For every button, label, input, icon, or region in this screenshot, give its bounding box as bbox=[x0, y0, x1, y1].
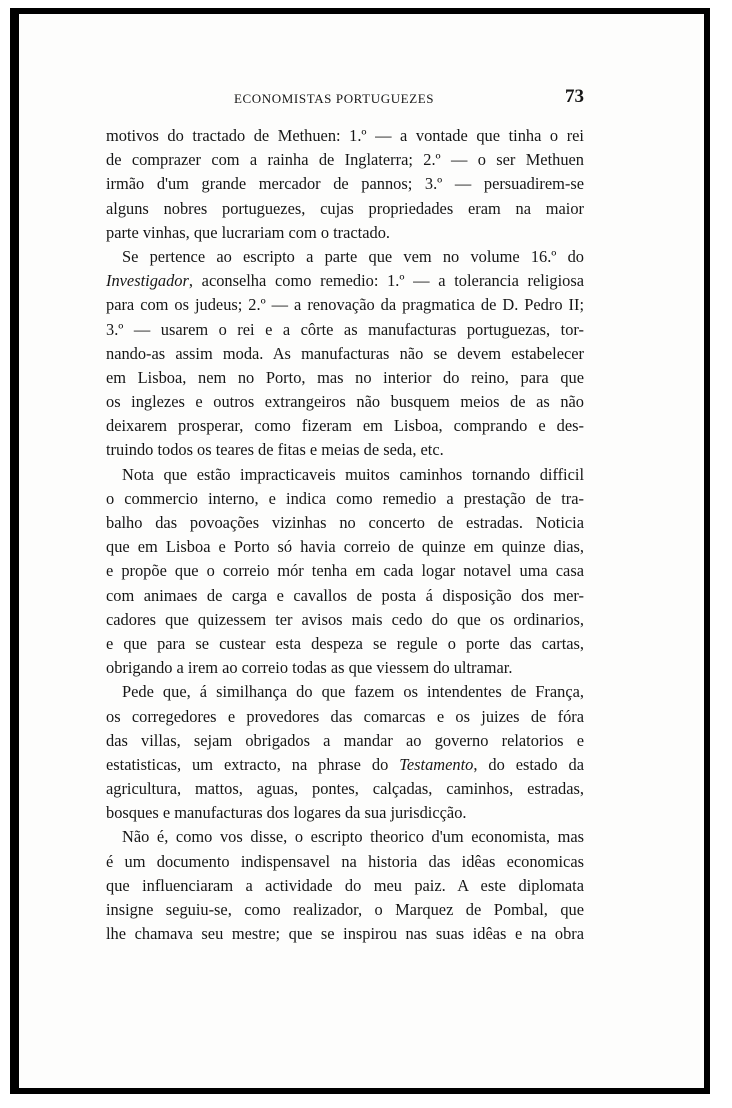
page-header bbox=[106, 88, 584, 112]
text-line: Investigador, aconselha como remedio: 1.º — a tolerancia religiosa bbox=[106, 271, 584, 291]
italic-title: Testamento bbox=[399, 754, 474, 774]
paragraph-3 bbox=[106, 463, 584, 681]
text-line: os inglezes e outros extrangeiros não busquem meios de as não bbox=[106, 392, 584, 412]
text-line: parte vinhas, que lucrariam com o tractado. bbox=[106, 222, 390, 242]
text-line: 3.º — usarem o rei e a côrte as manufacturas portuguezas, tor- bbox=[106, 319, 584, 339]
text-line: para com os judeus; 2.º — a renovação da pragmatica de D. Pedro II; bbox=[106, 295, 584, 315]
running-title: ECONOMISTAS PORTUGUEZES bbox=[234, 91, 435, 106]
text-line: lhe chamava seu mestre; que se inspirou nas suas idêas e na obra bbox=[106, 924, 584, 944]
text-line: Não é, como vos disse, o escripto theorico d'um economista, mas bbox=[122, 827, 584, 847]
text-line: das villas, sejam obrigados a mandar ao governo relatorios e bbox=[106, 730, 584, 750]
text-line: o commercio interno, e indica como remedio a prestação de tra- bbox=[106, 488, 584, 508]
text-line: os corregedores e provedores das comarcas e os juizes de fóra bbox=[106, 706, 584, 726]
text-line: e propõe que o correio mór tenha em cada logar notavel uma casa bbox=[106, 561, 584, 581]
text-line: agricultura, mattos, aguas, pontes, calçadas, caminhos, estradas, bbox=[106, 779, 584, 799]
text-line: Nota que estão impracticaveis muitos caminhos tornando difficil bbox=[122, 464, 584, 484]
text-line: obrigando a irem ao correio todas as que viessem do ultramar. bbox=[106, 658, 513, 678]
text-line: motivos do tractado de Methuen: 1.º — a vontade que tinha o rei bbox=[106, 126, 584, 145]
paragraph-1 bbox=[106, 124, 584, 245]
text-line: deixarem prosperar, como fizeram em Lisboa, comprando e des- bbox=[106, 416, 584, 436]
text-line: truindo todos os teares de fitas e meias de seda, etc. bbox=[106, 440, 444, 460]
page-number: 73 bbox=[565, 86, 584, 107]
text-line: de comprazer com a rainha de Inglaterra; 2.º — o ser Methuen bbox=[106, 150, 584, 170]
text-line: em Lisboa, nem no Porto, mas no interior do reino, para que bbox=[106, 367, 584, 387]
text-line: é um documento indispensavel na historia das idêas economicas bbox=[106, 851, 584, 871]
text-line: balho das povoações vizinhas no concerto de estradas. Noticia bbox=[106, 513, 584, 532]
text-line: que em Lisboa e Porto só havia correio de quinze em quinze dias, bbox=[106, 537, 584, 557]
text-line: bosques e manufacturas dos logares da sua jurisdicção. bbox=[106, 803, 467, 823]
text-line: irmão d'um grande mercador de pannos; 3.º — persuadirem-se bbox=[106, 174, 584, 194]
italic-title: Investigador bbox=[106, 271, 189, 291]
text-line: com animaes de carga e cavallos de posta á disposição dos mer- bbox=[106, 585, 584, 605]
text-line: e que para se custear esta despeza se regule o porte das cartas, bbox=[106, 633, 584, 653]
paragraph-4 bbox=[106, 680, 584, 825]
paragraph-5 bbox=[106, 825, 584, 946]
text-line: que influenciaram a actividade do meu paiz. A este diplomata bbox=[106, 875, 584, 895]
text-line: nando-as assim moda. As manufacturas não se devem estabelecer bbox=[106, 343, 584, 363]
text-line: Pede que, á similhança do que fazem os intendentes de França, bbox=[122, 682, 584, 702]
paragraph-2 bbox=[106, 245, 584, 463]
text-line: cadores que quizessem ter avisos mais cedo do que os ordinarios, bbox=[106, 609, 584, 629]
text-line: insigne seguiu-se, como realizador, o Marquez de Pombal, que bbox=[106, 900, 584, 919]
text-line: estatisticas, um extracto, na phrase do Testamento, do estado da bbox=[106, 754, 584, 774]
text-line: Se pertence ao escripto a parte que vem no volume 16.º do bbox=[122, 246, 584, 266]
text-line: alguns nobres portuguezes, cujas propriedades eram na maior bbox=[106, 198, 584, 218]
body-text bbox=[106, 124, 584, 946]
